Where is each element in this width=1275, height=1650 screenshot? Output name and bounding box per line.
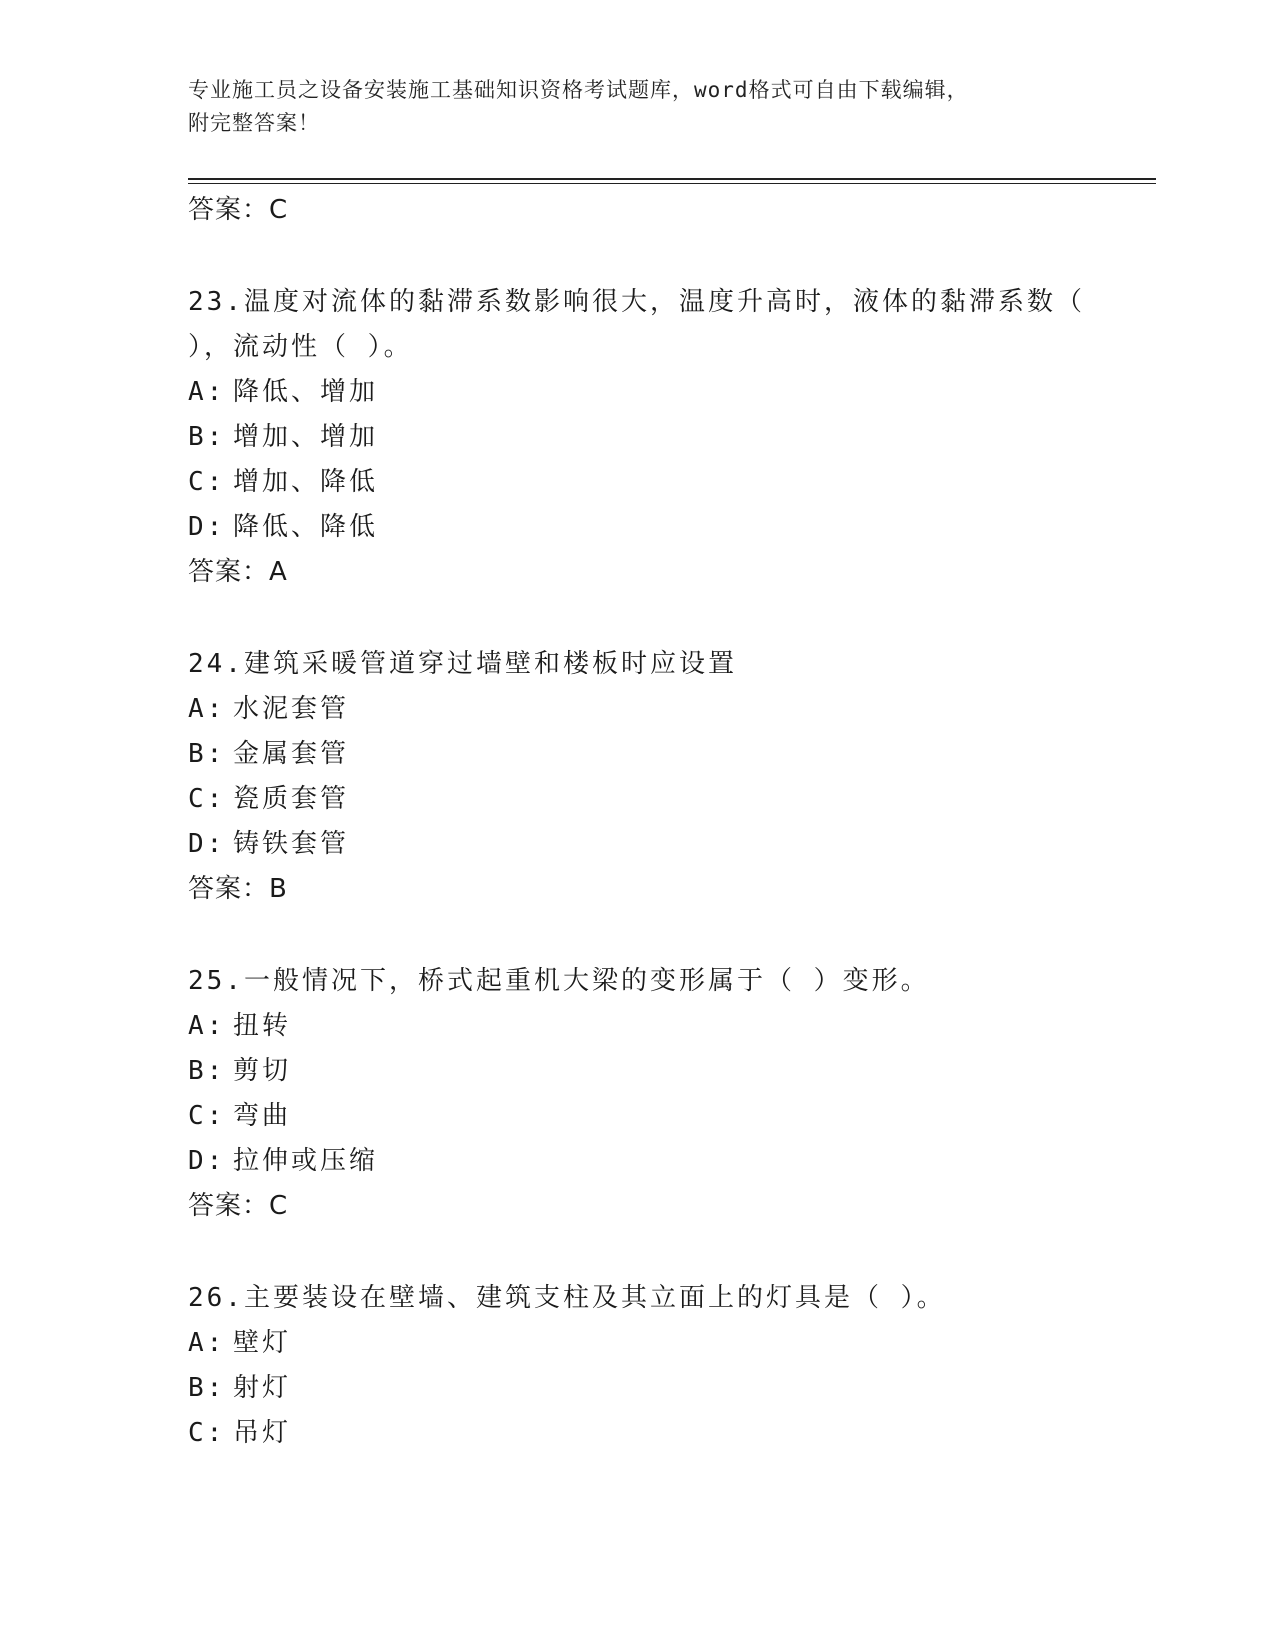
spacer bbox=[188, 233, 1088, 280]
question-block bbox=[188, 1276, 1088, 1456]
option-item bbox=[188, 1049, 1088, 1094]
option-letter: C: bbox=[188, 467, 226, 497]
question-text: 23.温度对流体的黏滞系数影响很大，温度升高时，液体的黏滞系数（ bbox=[188, 287, 1085, 317]
answer-line: 答案：A bbox=[188, 557, 288, 587]
option-item bbox=[188, 460, 1088, 505]
option-text: 吊灯 bbox=[233, 1418, 292, 1448]
header-line-2: 附完整答案！ bbox=[188, 111, 320, 135]
header-line-1: 专业施工员之设备安装施工基础知识资格考试题库，word格式可自由下载编辑， bbox=[188, 78, 969, 102]
spacer bbox=[188, 595, 1088, 642]
option-item bbox=[188, 370, 1088, 415]
option-item bbox=[188, 1411, 1088, 1456]
question-block bbox=[188, 642, 1088, 959]
option-text: 拉伸或压缩 bbox=[233, 1146, 379, 1176]
option-text: 增加、降低 bbox=[233, 467, 379, 497]
option-text: 弯曲 bbox=[233, 1101, 292, 1131]
option-letter: C: bbox=[188, 1418, 226, 1448]
option-item bbox=[188, 777, 1088, 822]
question-block bbox=[188, 959, 1088, 1276]
option-text: 铸铁套管 bbox=[233, 829, 350, 859]
answer-line: 答案：C bbox=[188, 195, 289, 225]
spacer bbox=[188, 912, 1088, 959]
option-text: 射灯 bbox=[233, 1373, 292, 1403]
option-item bbox=[188, 732, 1088, 777]
spacer bbox=[188, 1229, 1088, 1276]
option-letter: A: bbox=[188, 694, 226, 724]
option-text: 降低、降低 bbox=[233, 512, 379, 542]
header-divider-thin bbox=[188, 183, 1156, 184]
option-letter: A: bbox=[188, 377, 226, 407]
option-letter: B: bbox=[188, 422, 226, 452]
option-letter: C: bbox=[188, 1101, 226, 1131]
question-block bbox=[188, 280, 1088, 642]
option-letter: D: bbox=[188, 512, 226, 542]
option-letter: B: bbox=[188, 739, 226, 769]
question-text: ），流动性（ ）。 bbox=[188, 332, 413, 362]
option-item bbox=[188, 1366, 1088, 1411]
answer-line: 答案：B bbox=[188, 874, 288, 904]
option-letter: B: bbox=[188, 1056, 226, 1086]
option-text: 壁灯 bbox=[233, 1328, 292, 1358]
option-item bbox=[188, 1094, 1088, 1139]
option-item bbox=[188, 415, 1088, 460]
option-letter: C: bbox=[188, 784, 226, 814]
option-text: 金属套管 bbox=[233, 739, 350, 769]
option-letter: B: bbox=[188, 1373, 226, 1403]
question-text: 24.建筑采暖管道穿过墙壁和楼板时应设置 bbox=[188, 649, 737, 679]
option-text: 降低、增加 bbox=[233, 377, 379, 407]
option-letter: A: bbox=[188, 1011, 226, 1041]
option-text: 水泥套管 bbox=[233, 694, 350, 724]
option-letter: A: bbox=[188, 1328, 226, 1358]
option-text: 增加、增加 bbox=[233, 422, 379, 452]
option-item bbox=[188, 687, 1088, 732]
header-divider-thick bbox=[188, 178, 1156, 180]
document-header bbox=[188, 74, 1088, 140]
option-item bbox=[188, 1321, 1088, 1366]
option-item bbox=[188, 1139, 1088, 1184]
option-text: 瓷质套管 bbox=[233, 784, 350, 814]
option-item bbox=[188, 1004, 1088, 1049]
question-text: 26.主要装设在壁墙、建筑支柱及其立面上的灯具是（ ）。 bbox=[188, 1283, 946, 1313]
option-letter: D: bbox=[188, 1146, 226, 1176]
option-item bbox=[188, 822, 1088, 867]
answer-line: 答案：C bbox=[188, 1191, 289, 1221]
option-text: 扭转 bbox=[233, 1011, 292, 1041]
question-text: 25.一般情况下，桥式起重机大梁的变形属于（ ）变形。 bbox=[188, 966, 930, 996]
question-list bbox=[188, 188, 1088, 1456]
option-text: 剪切 bbox=[233, 1056, 292, 1086]
option-item bbox=[188, 505, 1088, 550]
option-letter: D: bbox=[188, 829, 226, 859]
